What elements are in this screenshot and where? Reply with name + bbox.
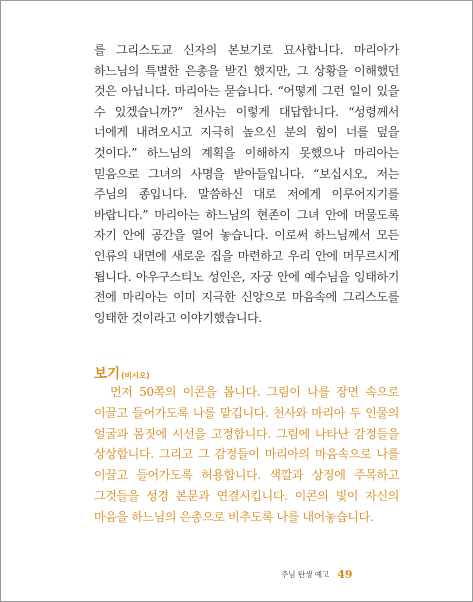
- section-heading: [94, 362, 150, 382]
- body-paragraph: 를 그리스도교 신자의 본보기로 묘사합니다. 마리아가 하느님의 특별한 은총을 받긴 했지만, 그 상황을 이해했던 것은 아닙니다. 마리아는 묻습니다. “어떻게 그런 일이 있을 수 있겠습니까?” 천사는 이렇게 대답합니다. “성령께서 너에게 내려오시고 지극히 높으신 분의 힘이 너를 덮을 것이다.” 하느님의 계획을 이해하지 못했으나 마리아는 믿음으로 그녀의 사명을 받아들입니다. “보십시오, 저는 주님의 종입니다. 말씀하신 대로 저에게 이루어지기를 바랍니다.” 마리아는 하느님의 현존이 그녀 안에 머물도록 자기 안에 공간을 열어 놓습니다. 이로써 하느님께서 모든 인류의 내면에 새로운 집을 마련하고 우리 안에 머무르시게 됩니다. 아우구스티노 성인은, 자궁 안에 예수님을 잉태하기 전에 마리아는 이미 지극한 신앙으로 마음속에 그리스도를 잉태한 것이라고 이야기했습니다.: [94, 43, 399, 325]
- page-number: 49: [337, 568, 353, 581]
- section-heading-title: 보기: [94, 366, 121, 382]
- running-title: 주님 탄생 예고: [281, 570, 330, 579]
- page-footer: [281, 563, 353, 582]
- section-heading-subtitle: (비시오): [121, 371, 150, 380]
- section-paragraph: 먼저 50쪽의 이콘을 봅니다. 그림이 나를 장면 속으로 이끌고 들어가도록 나를 맡깁니다. 천사와 마리아 두 인물의 얼굴과 몸짓에 시선을 고정합니다. 그림에 나타난 감정들을 상상합니다. 그리고 그 감정들이 마리아의 마음속으로 나를 이끌고 들어가도록 허용합니다. 색깔과 상징에 주목하고 그것들을 성경 본문과 연결시킵니다. 이콘의 빛이 자신의 마음을 하느님의 은총으로 비추도록 나를 내어놓습니다.: [94, 385, 399, 524]
